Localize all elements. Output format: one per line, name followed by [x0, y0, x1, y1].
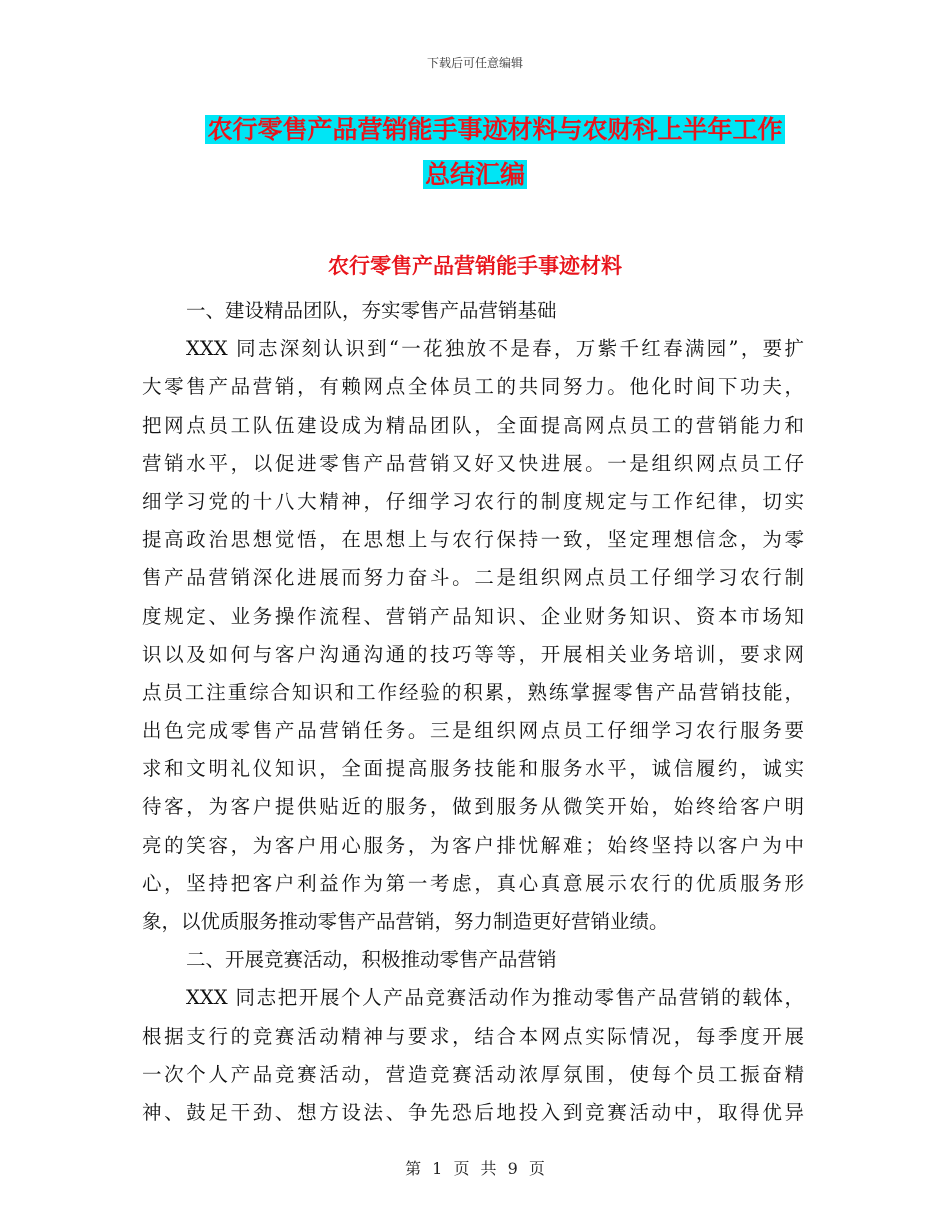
text-line: 一、建设精品团队，夯实零售产品营销基础 [186, 299, 557, 322]
text-line: 亮的笑容，为客户用心服务，为客户排忧解难；始终坚持以客户为中 [142, 833, 804, 857]
text-line: XXX 同志深刻认识到“一花独放不是春，万紫千红春满园”，要扩 [186, 337, 804, 361]
text-line: 点员工注重综合知识和工作经验的积累，熟练掌握零售产品营销技能， [142, 680, 804, 704]
document-body [142, 292, 804, 1132]
document-title-line-2 [0, 157, 950, 193]
text-line: 一次个人产品竞赛活动，营造竞赛活动浓厚氛围，使每个员工振奋精 [142, 1062, 804, 1086]
title-highlight-1: 农行零售产品营销能手事迹材料与农财科上半年工作 [207, 115, 783, 144]
text-line: XXX 同志把开展个人产品竞赛活动作为推动零售产品营销的载体， [186, 986, 804, 1010]
text-line: 求和文明礼仪知识，全面提高服务技能和服务水平，诚信履约，诚实 [142, 757, 804, 781]
document-title-line-1 [0, 112, 950, 148]
text-line: 识以及如何与客户沟通沟通的技巧等等，开展相关业务培训，要求网 [142, 642, 804, 666]
text-line: 神、鼓足干劲、想方设法、争先恐后地投入到竞赛活动中，取得优异 [142, 1100, 804, 1124]
title-highlight-2: 总结汇编 [424, 160, 525, 189]
text-line: 售产品营销深化进展而努力奋斗。二是组织网点员工仔细学习农行制 [142, 566, 804, 590]
text-line: 出色完成零售产品营销任务。三是组织网点员工仔细学习农行服务要 [142, 719, 804, 743]
text-line: 根据支行的竞赛活动精神与要求，结合本网点实际情况，每季度开展 [142, 1024, 804, 1048]
text-line: 大零售产品营销，有赖网点全体员工的共同努力。他化时间下功夫， [142, 375, 804, 399]
text-line: 待客，为客户提供贴近的服务，做到服务从微笑开始，始终给客户明 [142, 795, 804, 819]
text-line: 心，坚持把客户利益作为第一考虑，真心真意展示农行的优质服务形 [142, 871, 804, 895]
header-note: 下载后可任意编辑 [426, 56, 523, 70]
text-line: 象，以优质服务推动零售产品营销，努力制造更好营销业绩。 [142, 910, 669, 933]
page-footer: 第 1 页 共 9 页 [405, 1159, 545, 1178]
text-line: 营销水平，以促进零售产品营销又好又快进展。一是组织网点员工仔 [142, 451, 804, 475]
text-line: 度规定、业务操作流程、营销产品知识、企业财务知识、资本市场知 [142, 604, 804, 628]
text-line: 把网点员工队伍建设成为精品团队，全面提高网点员工的营销能力和 [142, 413, 804, 437]
text-line: 提高政治思想觉悟，在思想上与农行保持一致，坚定理想信念，为零 [142, 528, 804, 552]
text-line: 二、开展竞赛活动，积极推动零售产品营销 [186, 948, 557, 972]
section-title: 农行零售产品营销能手事迹材料 [328, 253, 622, 278]
text-line: 细学习党的十八大精神，仔细学习农行的制度规定与工作纪律，切实 [142, 489, 804, 513]
